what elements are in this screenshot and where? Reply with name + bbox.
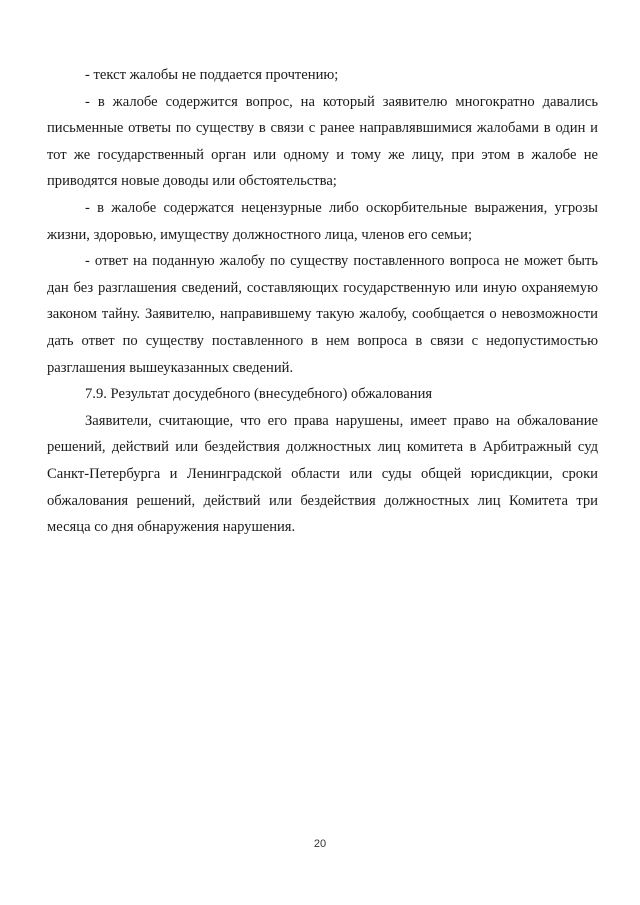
document-body [47, 62, 598, 541]
list-item-offensive-language: - в жалобе содержатся нецензурные либо оскорбительные выражения, угрозы жизни, здоровью, имуществу должностного лица, членов его семьи; [47, 199, 598, 243]
list-item-secret-disclosure: - ответ на поданную жалобу по существу поставленного вопроса не может быть дан без разглашения сведений, составляющих государственную или иную охраняемую законом тайну. Заявителю, направившему такую жалобу, сообщается о невозможности дать ответ по существу поставленного в нем вопроса в связи с недопустимостью разглашения вышеуказанных сведений. [47, 253, 598, 376]
list-item-repeated-question: - в жалобе содержится вопрос, на который заявителю многократно давались письменные ответы по существу в связи с ранее направлявшимися жалобами в один и тот же государственный орган или одному и тому же лицу, при этом в жалобе не приводятся новые доводы или обстоятельства; [47, 93, 598, 190]
list-item-unreadable: - текст жалобы не поддается прочтению; [85, 67, 339, 83]
section-heading-7-9: 7.9. Результат досудебного (внесудебного) обжалования [85, 386, 433, 403]
page-number: 20 [313, 838, 327, 850]
appeal-rights-paragraph: Заявители, считающие, что его права нарушены, имеет право на обжалование решений, действий или бездействия должностных лиц комитета в Арбитражный суд Санкт-Петербурга и Ленинградской области или суды общей юрисдикции, сроки обжалования решений, действий или бездействия должностных лиц Комитета три месяца со дня обнаружения нарушения. [47, 412, 598, 536]
